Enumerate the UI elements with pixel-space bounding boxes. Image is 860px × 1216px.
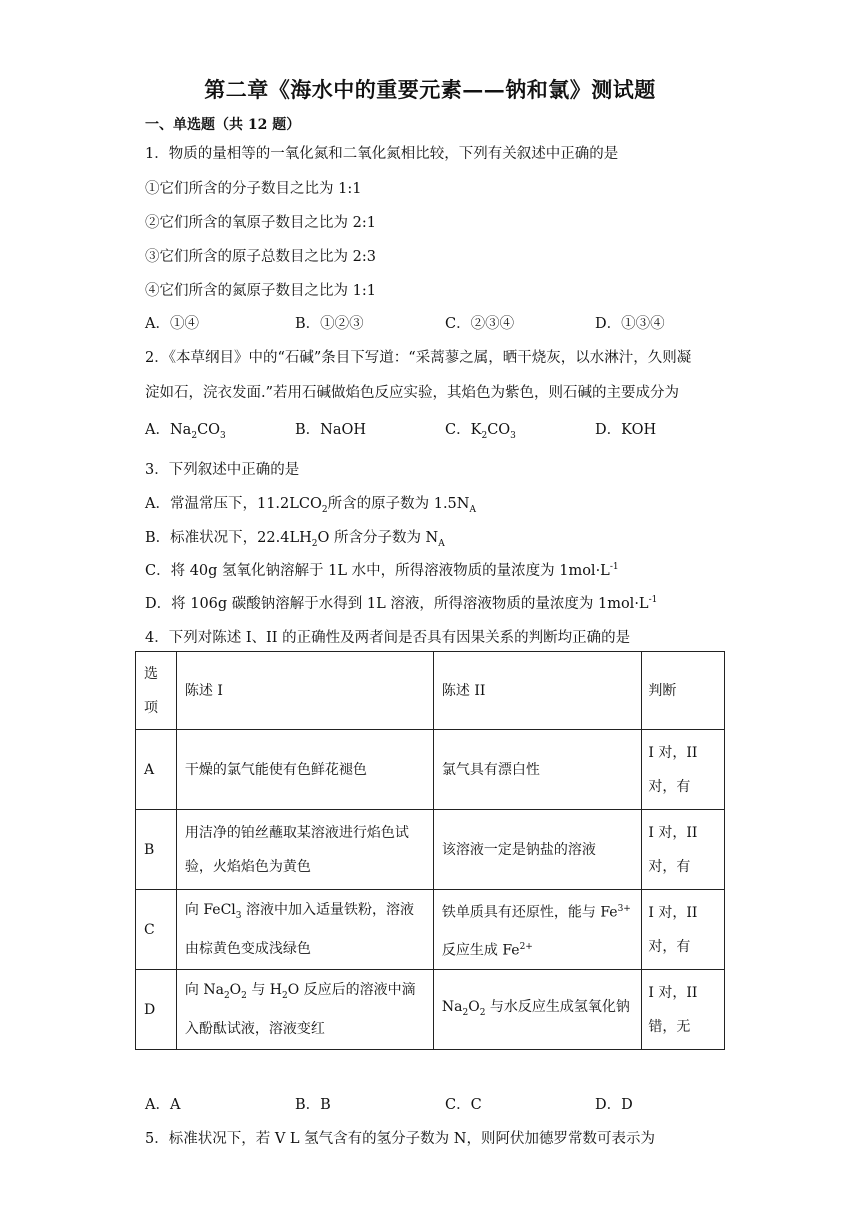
- superscript: 2+: [519, 941, 533, 952]
- subscript: 3: [220, 430, 226, 441]
- q3-option-c: [145, 559, 619, 580]
- q1-option-a: A．①④: [145, 316, 199, 332]
- table-row: [136, 890, 725, 970]
- q5-stem: 5．标准状况下，若 V L 氢气含有的氢分子数为 N，则阿伏加德罗常数可表示为: [145, 1131, 655, 1147]
- subscript: 2: [481, 430, 488, 441]
- text-part: 向 FeCl: [184, 901, 236, 918]
- row-statement-1: 用洁净的铂丝蘸取某溶液进行焰色试验，火焰焰色为黄色: [176, 810, 433, 890]
- table-row: [136, 730, 725, 810]
- row-key: D: [136, 970, 177, 1050]
- q4-stem: 4．下列对陈述 I、II 的正确性及两者间是否具有因果关系的判断均正确的是: [145, 630, 631, 646]
- q1-option-d: D．①③④: [595, 316, 665, 332]
- text-part: 所含的原子数为 1.5N: [327, 496, 470, 512]
- q4-option-c: C．C: [445, 1097, 482, 1113]
- subscript: 2: [223, 990, 230, 1001]
- row-key: A: [136, 730, 177, 810]
- text-part: O: [229, 981, 242, 998]
- table-header-row: [136, 652, 725, 730]
- superscript: 3+: [617, 903, 631, 914]
- q1-option-b: B．①②③: [295, 316, 364, 332]
- row-judgement: I 对，II 对，有: [642, 890, 725, 970]
- row-key: B: [136, 810, 177, 890]
- subscript: 3: [510, 430, 516, 441]
- subscript: 2: [311, 538, 318, 549]
- text-part: Na: [441, 998, 463, 1015]
- q3-option-a: [145, 492, 476, 515]
- row-statement-2: 氯气具有漂白性: [433, 730, 642, 810]
- q1-option-c: C．②③④: [445, 316, 515, 332]
- subscript: A: [438, 538, 445, 549]
- q1-statement-3: ③它们所含的原子总数目之比为 2:3: [145, 249, 376, 265]
- formula-part: K: [470, 422, 482, 438]
- text-part: 溶液中加入适量铁粉，溶液由棕黄色变成浅绿色: [184, 901, 414, 958]
- q4-option-a: A．A: [145, 1097, 181, 1113]
- q2-option-a: [145, 418, 226, 441]
- subscript: A: [469, 504, 476, 515]
- header-judgement: 判断: [642, 652, 725, 730]
- subscript: 2: [462, 1007, 469, 1018]
- q4-option-d: D．D: [595, 1097, 633, 1113]
- header-statement-2: 陈述 II: [433, 652, 642, 730]
- row-statement-2: [433, 890, 642, 970]
- subscript: 2: [321, 504, 328, 515]
- header-statement-1: 陈述 I: [176, 652, 433, 730]
- q2-stem-line-2: 淀如石，浣衣发面.”若用石碱做焰色反应实验，其焰色为紫色，则石碱的主要成分为: [145, 385, 680, 401]
- q1-statement-4: ④它们所含的氮原子数目之比为 1:1: [145, 283, 376, 299]
- text-part: O 反应后的溶液中滴入酚酞试液，溶液变红: [184, 981, 416, 1038]
- subscript: 2: [282, 990, 288, 1001]
- subscript: 2: [191, 430, 198, 441]
- text-part: O 所含分子数为 N: [317, 530, 439, 546]
- row-statement-2: 该溶液一定是钠盐的溶液: [433, 810, 642, 890]
- row-statement-1: 干燥的氯气能使有色鲜花褪色: [176, 730, 433, 810]
- q1-statement-1: ①它们所含的分子数目之比为 1:1: [145, 181, 362, 197]
- header-option: 选项: [136, 652, 177, 730]
- row-statement-2: [433, 970, 642, 1050]
- q4-table: [135, 651, 725, 1050]
- subscript: 3: [235, 910, 242, 921]
- text-part: 与水反应生成氢氧化钠: [485, 998, 630, 1015]
- text-part: A．常温常压下，11.2LCO: [145, 496, 322, 512]
- text-part: 铁单质具有还原性，能与 Fe: [441, 904, 618, 921]
- q2-option-a-prefix: A．: [145, 422, 170, 438]
- row-judgement: I 对，II 对，有: [642, 810, 725, 890]
- q1-stem: 1．物质的量相等的一氧化氮和二氧化氮相比较，下列有关叙述中正确的是: [145, 146, 619, 162]
- section-heading: 一、单选题（共 12 题）: [145, 117, 301, 133]
- q2-option-d: D．KOH: [595, 422, 657, 438]
- row-judgement: I 对，II 错，无: [642, 970, 725, 1050]
- q1-statement-2: ②它们所含的氧原子数目之比为 2:1: [145, 215, 376, 231]
- table-row: [136, 970, 725, 1050]
- q3-stem: 3．下列叙述中正确的是: [145, 462, 300, 478]
- formula-part: CO: [197, 422, 221, 438]
- q3-option-d: [145, 592, 657, 613]
- text-part: O: [468, 998, 480, 1015]
- text-part: B．标准状况下，22.4LH: [145, 530, 312, 546]
- q2-option-c-prefix: C．: [445, 422, 471, 438]
- table-row: [136, 810, 725, 890]
- q2-option-c: [445, 418, 516, 441]
- superscript: -1: [648, 595, 658, 606]
- row-key: C: [136, 890, 177, 970]
- text-part: 向 Na: [184, 981, 224, 998]
- row-judgement: I 对，II 对，有: [642, 730, 725, 810]
- superscript: -1: [609, 562, 619, 573]
- subscript: 2: [241, 990, 247, 1001]
- q2-stem-line-1: 2．《本草纲目》中的“石碱”条目下写道：“采蒿蓼之属，晒干烧灰，以水淋汁，久则凝: [145, 350, 692, 366]
- q2-option-b: B．NaOH: [295, 422, 367, 438]
- text-part: 反应生成 Fe: [441, 942, 520, 959]
- q4-option-b: B．B: [295, 1097, 331, 1113]
- row-statement-1: [176, 890, 433, 970]
- text-part: C．将 40g 氢氧化钠溶解于 1L 水中，所得溶液物质的量浓度为 1mol·L: [145, 563, 610, 579]
- q3-option-b: [145, 526, 445, 549]
- text-part: 与 H: [246, 981, 282, 998]
- row-statement-1: [176, 970, 433, 1050]
- subscript: 2: [479, 1007, 486, 1018]
- formula-part: Na: [169, 422, 192, 438]
- formula-part: CO: [487, 422, 511, 438]
- page-title: 第二章《海水中的重要元素——钠和氯》测试题: [204, 77, 656, 102]
- text-part: D．将 106g 碳酸钠溶解于水得到 1L 溶液，所得溶液物质的量浓度为 1mol·L: [145, 596, 649, 612]
